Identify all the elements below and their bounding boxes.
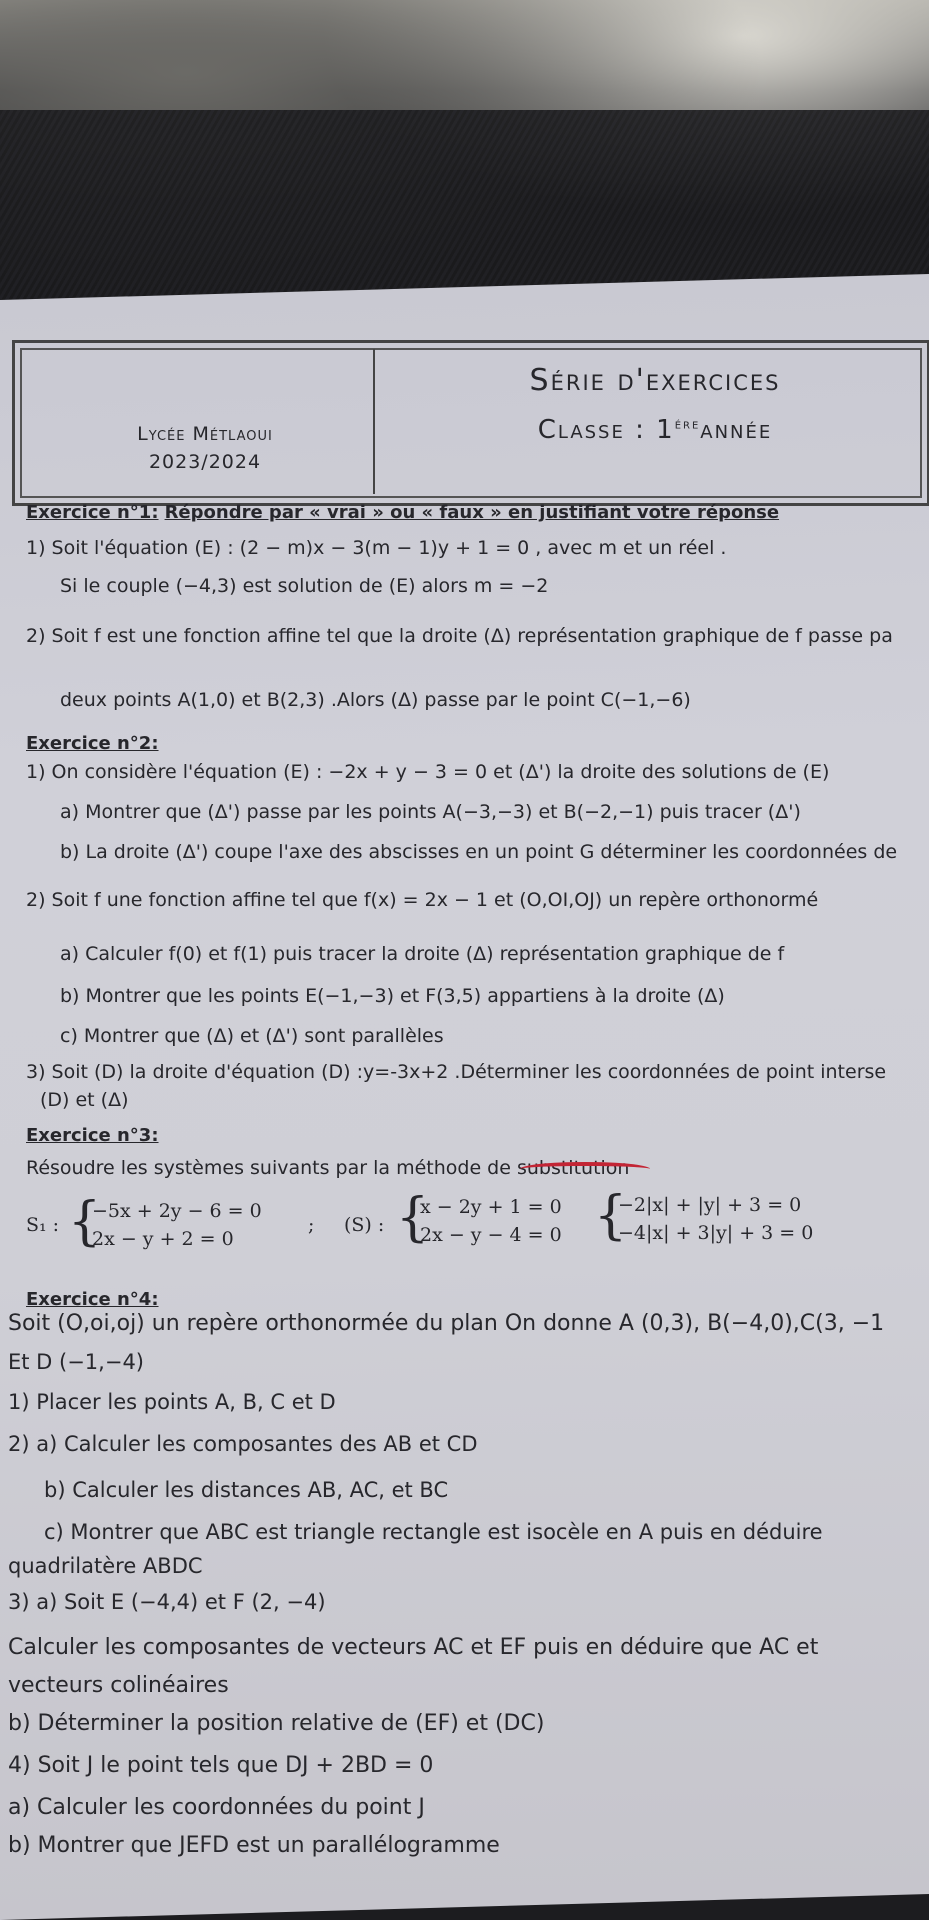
system-separator: ; [308,1214,315,1236]
ex4-l14: b) Montrer que JEFD est un parallélogramme [8,1834,500,1858]
header-divider [373,349,375,494]
ex2-q2: 2) Soit f une fonction affine tel que f(x) = 2x − 1 et (O,OI,OJ) un repère orthonormé [26,889,819,911]
ex4-l10: vecteurs colinéaires [8,1674,229,1698]
ex4-l11: b) Déterminer la position relative de (EF) et (DC) [8,1712,545,1736]
s3-eq2: −4|x| + 3|y| + 3 = 0 [618,1222,814,1244]
s1-brace: { [68,1192,102,1252]
s-brace: { [396,1188,430,1248]
school-name: Lycée Métlaoui [137,423,273,445]
ex1-instruction: Répondre par « vrai » ou « faux » en justifiant votre réponse [164,502,780,523]
underline-mark [520,1162,650,1176]
ex1-q1: 1) Soit l'équation (E) : (2 − m)x − 3(m − 1)y + 1 = 0 , avec m et un réel . [26,537,727,559]
ex1-heading [26,500,929,525]
ex4-l12: 4) Soit J le point tels que DJ + 2BD = 0 [8,1754,434,1778]
s1-label: S₁ : [26,1214,60,1236]
worksheet [0,340,929,1920]
ex4-l13: a) Calculer les coordonnées du point J [8,1796,425,1820]
ex2-q1b: b) La droite (Δ') coupe l'axe des abscisses en un point G déterminer les coordonnées de [60,841,898,863]
class-label-rest: année [700,415,773,445]
ex4-l5: b) Calculer les distances AB, AC, et BC [44,1478,449,1502]
ex3-heading: Exercice n°3: [26,1125,159,1146]
ex4-l7: quadrilatère ABDC [8,1554,203,1578]
school-year: 2023/2024 [148,451,262,473]
ex2-heading: Exercice n°2: [26,733,159,754]
class-label [395,415,915,445]
ex2-q3b: (D) et (Δ) [40,1089,129,1111]
s3-brace: { [594,1186,628,1246]
s3-eq1: −2|x| + |y| + 3 = 0 [618,1194,802,1216]
ex1-q1b: Si le couple (−4,3) est solution de (E) alors m = −2 [60,575,549,597]
s-eq2: 2x − y − 4 = 0 [420,1224,562,1246]
ex4-l1: Soit (O,oi,oj) un repère orthonormée du plan On donne A (0,3), B(−4,0),C(3, −1 [8,1312,885,1336]
class-label-sup: ére [674,416,701,433]
ex1-q2: 2) Soit f est une fonction affine tel que la droite (Δ) représentation graphique de f passe pa [26,625,893,647]
class-label-main: Classe : 1 [537,415,675,445]
ex4-l4: 2) a) Calculer les composantes des AB et CD [8,1432,478,1456]
series-title: Série d'exercices [529,363,781,398]
ex2-q1a: a) Montrer que (Δ') passe par les points A(−3,−3) et B(−2,−1) puis tracer (Δ') [60,801,801,823]
ex2-q1: 1) On considère l'équation (E) : −2x + y − 3 = 0 et (Δ') la droite des solutions de (E) [26,761,830,783]
ex4-l3: 1) Placer les points A, B, C et D [8,1390,336,1414]
ex4-l8: 3) a) Soit E (−4,4) et F (2, −4) [8,1590,326,1614]
ex1-q2b: deux points A(1,0) et B(2,3) .Alors (Δ) passe par le point C(−1,−6) [60,689,691,711]
s1-eq1: −5x + 2y − 6 = 0 [92,1200,262,1222]
ex1-number: Exercice n°1: [26,502,159,523]
ex4-heading: Exercice n°4: [26,1289,159,1310]
header-box [12,340,929,506]
ex2-q3: 3) Soit (D) la droite d'équation (D) :y=-3x+2 .Déterminer les coordonnées de point interse [26,1061,887,1083]
ex4-l2: Et D (−1,−4) [8,1350,144,1374]
ex2-q2c: c) Montrer que (Δ) et (Δ') sont parallèles [60,1025,444,1047]
ex2-q2a: a) Calculer f(0) et f(1) puis tracer la droite (Δ) représentation graphique de f [60,943,785,965]
s-label: (S) : [344,1214,385,1236]
ex2-q2b: b) Montrer que les points E(−1,−3) et F(3,5) appartiens à la droite (Δ) [60,985,725,1007]
s1-eq2: 2x − y + 2 = 0 [92,1228,234,1250]
ex4-l6: c) Montrer que ABC est triangle rectangle est isocèle en A puis en déduire [44,1520,823,1544]
ex3-intro: Résoudre les systèmes suivants par la méthode de substitution [26,1157,630,1179]
s-eq1: x − 2y + 1 = 0 [420,1196,562,1218]
ex4-l9: Calculer les composantes de vecteurs AC et EF puis en déduire que AC et [8,1636,819,1660]
